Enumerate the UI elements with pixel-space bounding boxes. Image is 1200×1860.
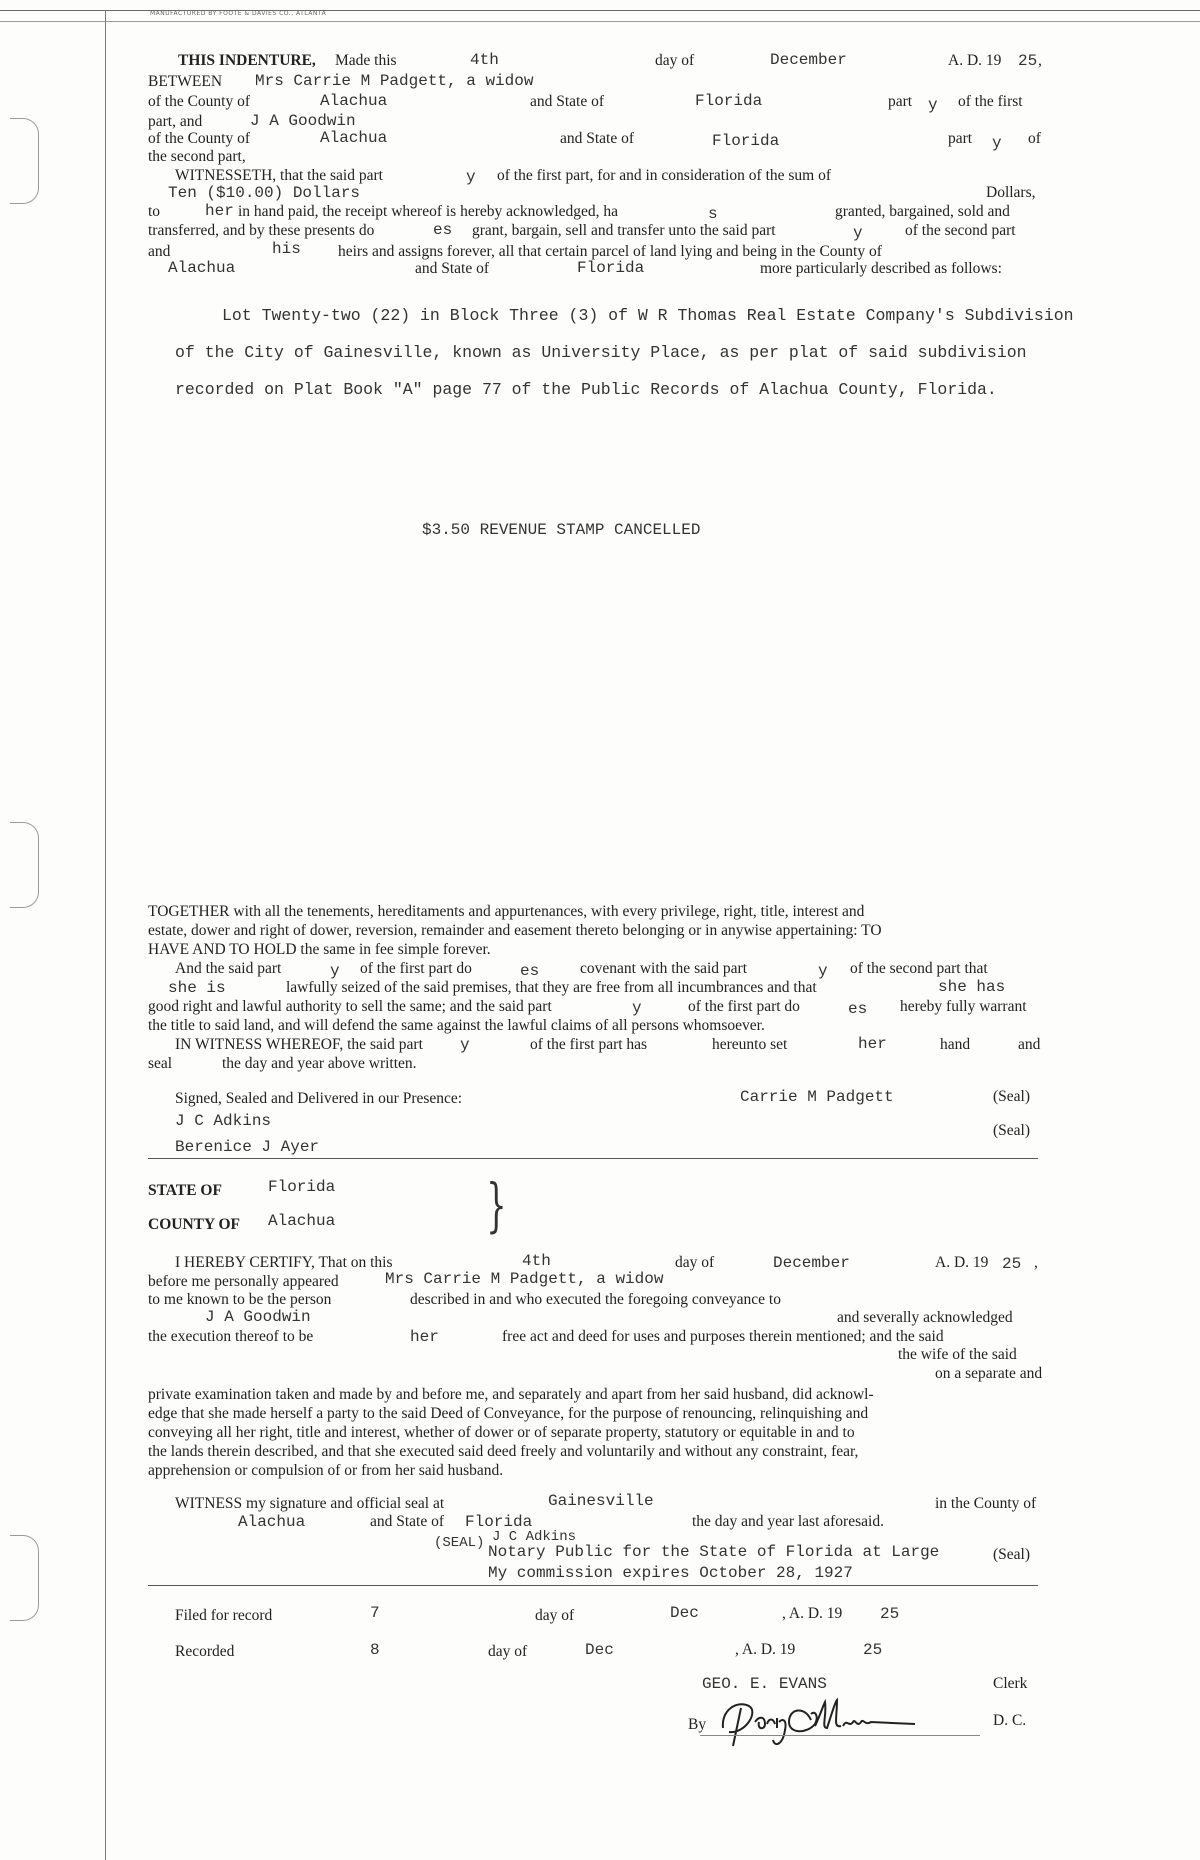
grantor-county: Alachua <box>320 92 388 110</box>
execution-text: the execution thereof to be <box>148 1328 314 1345</box>
punch-hole-middle <box>10 822 39 908</box>
second-part-label: the second part, <box>148 148 246 165</box>
header-year: 25 <box>1018 52 1038 70</box>
part-label-1: part <box>888 93 913 110</box>
second-part-text: of the second part <box>905 222 1016 239</box>
header-month: December <box>770 51 847 69</box>
ack-her: her <box>410 1328 439 1346</box>
ack-grantee: J A Goodwin <box>205 1308 311 1326</box>
certify-text: I HEREBY CERTIFY, That on this <box>175 1254 393 1271</box>
seal-label: seal <box>148 1055 173 1072</box>
she-has: she has <box>938 978 1006 996</box>
notary-divider <box>148 1585 1038 1586</box>
parcel-state: Florida <box>577 259 645 277</box>
covenant-suffix-1: y <box>330 962 340 980</box>
ack-month: December <box>773 1254 850 1272</box>
known-text: to me known to be the person <box>148 1291 332 1308</box>
described-text: described in and who executed the foregoing conveyance to <box>410 1291 781 1308</box>
free-act-text: free act and deed for uses and purposes therein mentioned; and the said <box>502 1328 944 1345</box>
witness-my-text: WITNESS my signature and official seal at <box>175 1495 445 1512</box>
by-label: By <box>688 1716 707 1733</box>
ack-para-2: edge that she made herself a party to the said Deed of Conveyance, for the purpose of renouncing, relinquishing and <box>148 1405 869 1422</box>
covenant-text-d: of the second part that <box>850 960 988 977</box>
receipt-text: in hand paid, the receipt whereof is hereby acknowledged, ha <box>238 203 619 220</box>
to-label: to <box>148 203 161 220</box>
punch-hole-bottom <box>10 1535 39 1621</box>
filed-ad: , A. D. 19 <box>782 1605 843 1622</box>
recorded-ad: , A. D. 19 <box>735 1641 796 1658</box>
brace-icon: } <box>486 1171 507 1239</box>
part-suffix-2: y <box>992 134 1002 152</box>
notary-title: Notary Public for the State of Florida at Large <box>488 1543 940 1561</box>
filed-day: 7 <box>370 1604 380 1622</box>
grantor-state: Florida <box>695 92 763 110</box>
clerk-label: Clerk <box>993 1675 1028 1692</box>
does-suffix: es <box>433 221 453 239</box>
of-first-label: of the first <box>958 93 1023 110</box>
ack-county-2: Alachua <box>238 1513 306 1531</box>
ack-state: Florida <box>268 1178 336 1196</box>
ack-comma: , <box>1034 1254 1038 1271</box>
witness-2: Berenice J Ayer <box>175 1138 320 1156</box>
authority-suffix: y <box>632 999 642 1017</box>
seized-text: lawfully seized of the said premises, that they are free from all incumbrances and that <box>286 979 817 996</box>
covenant-text-b: of the first part do <box>360 960 472 977</box>
deputy-clerk-label: D. C. <box>993 1712 1027 1729</box>
granted-text: granted, bargained, sold and <box>835 203 1010 220</box>
notary-seal: (Seal) <box>993 1546 1031 1563</box>
witness-1: J C Adkins <box>175 1112 272 1130</box>
revenue-stamp-note: $3.50 REVENUE STAMP CANCELLED <box>422 521 701 539</box>
wife-text: the wife of the said <box>898 1346 1017 1363</box>
clerk-name: GEO. E. EVANS <box>702 1675 827 1693</box>
header-comma: , <box>1038 52 1042 69</box>
made-this-label: Made this <box>335 52 397 69</box>
grant-text: grant, bargain, sell and transfer unto the said part <box>472 222 776 239</box>
recorded-label: Recorded <box>175 1643 235 1660</box>
filed-month: Dec <box>670 1604 699 1622</box>
and-label: and <box>148 243 171 260</box>
transferred-text: transferred, and by these presents do <box>148 222 375 239</box>
warrant-text: the title to said land, and will defend the same against the lawful claims of all persons whomsoever. <box>148 1017 765 1034</box>
seal-1: (Seal) <box>993 1088 1031 1105</box>
ack-day: 4th <box>522 1252 551 1270</box>
covenant-text-a: And the said part <box>175 960 282 977</box>
left-margin-rule <box>105 10 106 1860</box>
ack-and-state: and State of <box>370 1513 445 1530</box>
and-label-2: and <box>1018 1036 1041 1053</box>
she-is: she is <box>168 979 226 997</box>
recorded-day-of: day of <box>488 1643 528 1660</box>
authority-does: es <box>848 1000 868 1018</box>
last-aforesaid-text: the day and year last aforesaid. <box>692 1513 884 1530</box>
of-label: of <box>1028 130 1041 147</box>
ack-ad: A. D. 19 <box>935 1254 989 1271</box>
witnesseth-text-b: of the first part, for and in consideration of the sum of <box>497 167 832 184</box>
has-suffix: s <box>708 205 718 223</box>
day-of-label: day of <box>655 52 695 69</box>
covenant-text-c: covenant with the said part <box>580 960 748 977</box>
punch-hole-top <box>10 118 39 204</box>
ack-day-of: day of <box>675 1254 715 1271</box>
between-label: BETWEEN <box>148 73 223 90</box>
before-me-text: before me personally appeared <box>148 1273 339 1290</box>
seal-2: (Seal) <box>993 1122 1031 1139</box>
in-witness-text-a: IN WITNESS WHEREOF, the said part <box>175 1036 423 1053</box>
authority-text-c: hereby fully warrant <box>900 998 1027 1015</box>
this-indenture-label: THIS INDENTURE, <box>178 52 316 69</box>
grantee-county: Alachua <box>320 129 388 147</box>
recorded-year: 25 <box>863 1641 883 1659</box>
more-particularly-text: more particularly described as follows: <box>760 260 1002 277</box>
top-border <box>0 10 1200 22</box>
together-line-1: TOGETHER with all the tenements, hereditaments and appurtenances, with every privilege, right, title, interest and <box>148 903 865 920</box>
signed-sealed-label: Signed, Sealed and Delivered in our Presence: <box>175 1090 463 1107</box>
commission-expires: My commission expires October 28, 1927 <box>488 1564 853 1582</box>
printer-imprint: MANUFACTURED BY FOOTE & DAVIES CO., ATLANTA <box>150 10 327 17</box>
and-state-label-1: and State of <box>530 93 605 110</box>
filed-year: 25 <box>880 1605 900 1623</box>
filed-day-of: day of <box>535 1607 575 1624</box>
his-label: his <box>272 240 301 258</box>
severally-text: and severally acknowledged <box>837 1309 1013 1326</box>
consideration-amount: Ten ($10.00) Dollars <box>168 184 361 202</box>
part-suffix-1: y <box>928 96 938 114</box>
of-county-label-2: of the County of <box>148 130 251 147</box>
authority-text-b: of the first part do <box>688 998 800 1015</box>
covenant-suffix-2: y <box>818 962 828 980</box>
grantee-name: J A Goodwin <box>250 112 356 130</box>
ack-county: Alachua <box>268 1212 336 1230</box>
separate-text: on a separate and <box>935 1365 1043 1382</box>
header-day: 4th <box>470 51 499 69</box>
recorded-month: Dec <box>585 1641 614 1659</box>
legal-description-line-2: of the City of Gainesville, known as University Place, as per plat of said subdivision <box>175 343 1027 362</box>
day-year-text: the day and year above written. <box>222 1055 417 1072</box>
witnesseth-suffix: y <box>466 168 476 186</box>
grantor-name: Mrs Carrie M Padgett, a widow <box>255 72 534 90</box>
in-witness-her: her <box>858 1035 887 1053</box>
ack-person: Mrs Carrie M Padgett, a widow <box>385 1270 664 1288</box>
grantor-signature: Carrie M Padgett <box>740 1088 894 1106</box>
in-witness-text-b: of the first part has <box>530 1036 648 1053</box>
ad-label: A. D. 19 <box>948 52 1002 69</box>
deputy-clerk-signature <box>715 1688 965 1758</box>
signature-line <box>700 1735 980 1736</box>
ack-city: Gainesville <box>548 1492 654 1510</box>
part-suffix-3: y <box>853 224 863 242</box>
recorded-day: 8 <box>370 1641 380 1659</box>
notary-seal-mark: (SEAL) <box>434 1535 485 1551</box>
and-state-label-3: and State of <box>415 260 490 277</box>
authority-text-a: good right and lawful authority to sell the same; and the said part <box>148 998 552 1015</box>
hand-label: hand <box>940 1036 971 1053</box>
in-witness-text-c: hereunto set <box>712 1036 788 1053</box>
ack-para-1: private examination taken and made by and before me, and separately and apart from her said husband, did acknowl- <box>148 1386 874 1403</box>
part-label-2: part <box>948 130 973 147</box>
state-of-label: STATE OF <box>148 1182 222 1199</box>
and-state-label-2: and State of <box>560 130 635 147</box>
county-of-label: COUNTY OF <box>148 1216 240 1233</box>
of-county-label: of the County of <box>148 93 251 110</box>
covenant-does: es <box>520 962 540 980</box>
to-her: her <box>205 202 234 220</box>
together-line-2: estate, dower and right of dower, reversion, remainder and easement thereto belonging or in anywise appertaining: TO <box>148 922 882 939</box>
notary-name: J C Adkins <box>492 1529 577 1545</box>
in-witness-suffix: y <box>460 1036 470 1054</box>
witnesseth-text-a: WITNESSETH, that the said part <box>175 167 383 184</box>
together-line-3: HAVE AND TO HOLD the same in fee simple forever. <box>148 941 491 958</box>
grantee-state: Florida <box>712 132 780 150</box>
in-county-text: in the County of <box>935 1495 1037 1512</box>
dollars-label: Dollars, <box>986 184 1036 201</box>
ack-para-4: the lands therein described, and that she executed said deed freely and voluntarily and without any constraint, fear, <box>148 1443 859 1460</box>
heirs-text: heirs and assigns forever, all that certain parcel of land lying and being in the County of <box>338 243 882 260</box>
part-and-label: part, and <box>148 113 203 130</box>
ack-state-2: Florida <box>465 1513 533 1531</box>
parcel-county: Alachua <box>168 259 236 277</box>
ack-para-5: apprehension or compulsion of or from her said husband. <box>148 1462 504 1479</box>
signature-divider <box>148 1158 1038 1159</box>
legal-description-line-3: recorded on Plat Book "A" page 77 of the Public Records of Alachua County, Florida. <box>175 380 997 399</box>
filed-for-record-label: Filed for record <box>175 1607 273 1624</box>
ack-year: 25 <box>1002 1255 1022 1273</box>
ack-para-3: conveying all her right, title and interest, whether of dower or of separate property, statutory or equitable in and to <box>148 1424 855 1441</box>
legal-description-line-1: Lot Twenty-two (22) in Block Three (3) of W R Thomas Real Estate Company's Subdivision <box>222 306 1074 325</box>
